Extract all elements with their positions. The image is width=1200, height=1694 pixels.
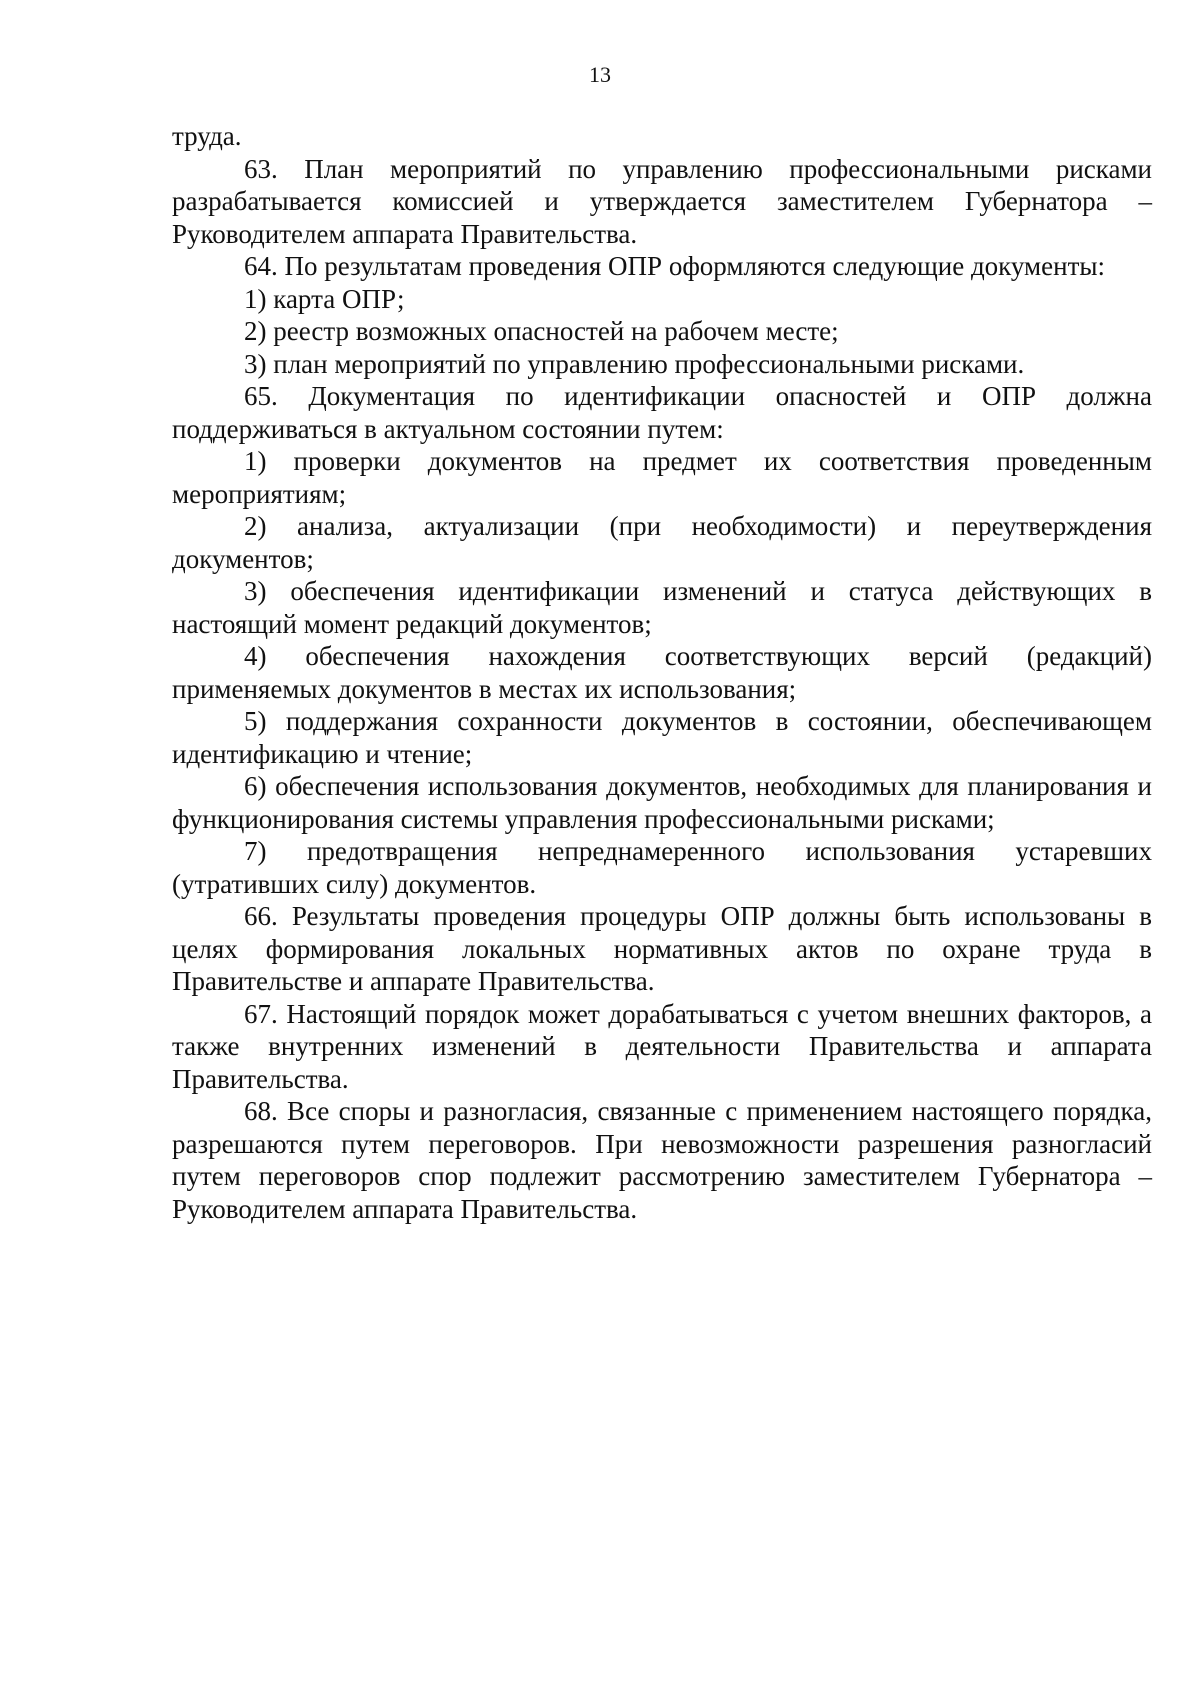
list-item-65-5: 5) поддержания сохранности документов в состоянии, обеспечивающем идентификацию и чтение; <box>172 706 1152 769</box>
list-item-65-1: 1) проверки документов на предмет их соответствия проведенным мероприятиям; <box>172 446 1152 509</box>
paragraph-64: 64. По результатам проведения ОПР оформляются следующие документы: <box>244 251 1106 281</box>
list-item-65-4: 4) обеспечения нахождения соответствующих версий (редакций) применяемых документов в местах их использования; <box>172 641 1152 704</box>
paragraph-continuation: труда. <box>172 121 242 151</box>
list-item-65-7: 7) предотвращения непреднамеренного использования устаревших (утративших силу) документов. <box>172 836 1152 899</box>
paragraph-63: 63. План мероприятий по управлению профессиональными рисками разрабатывается комиссией и утверждается заместителем Губернатора – Руководителем аппарата Правительства. <box>172 153 1152 249</box>
paragraph-67: 67. Настоящий порядок может дорабатываться с учетом внешних факторов, а также внутренних изменений в деятельности Правительства и аппарата Правительства. <box>172 998 1152 1094</box>
list-item-64-1: 1) карта ОПР; <box>244 283 405 314</box>
paragraph-68: 68. Все споры и разногласия, связанные с применением настоящего порядка, разрешаются путем переговоров. При невозможности разрешения разногласий путем переговоров спор подлежит рассмотрению заместителем Губернатора – Руководителем аппарата Правительства. <box>172 1096 1152 1224</box>
list-item-65-2: 2) анализа, актуализации (при необходимости) и переутверждения документов; <box>172 511 1152 574</box>
document-body <box>172 120 1152 1225</box>
list-item-64-3: 3) план мероприятий по управлению профессиональными рисками. <box>244 348 1025 379</box>
list-item-65-6: 6) обеспечения использования документов, необходимых для планирования и функционирования системы управления профессиональными рисками; <box>172 771 1152 834</box>
list-item-64-2: 2) реестр возможных опасностей на рабочем месте; <box>244 316 839 346</box>
list-item-65-3: 3) обеспечения идентификации изменений и статуса действующих в настоящий момент редакций документов; <box>172 576 1152 639</box>
page-number: 13 <box>589 62 611 87</box>
paragraph-65: 65. Документация по идентификации опасностей и ОПР должна поддерживаться в актуальном состоянии путем: <box>172 381 1152 444</box>
paragraph-66: 66. Результаты проведения процедуры ОПР должны быть использованы в целях формирования локальных нормативных актов по охране труда в Правительстве и аппарате Правительства. <box>172 901 1152 996</box>
